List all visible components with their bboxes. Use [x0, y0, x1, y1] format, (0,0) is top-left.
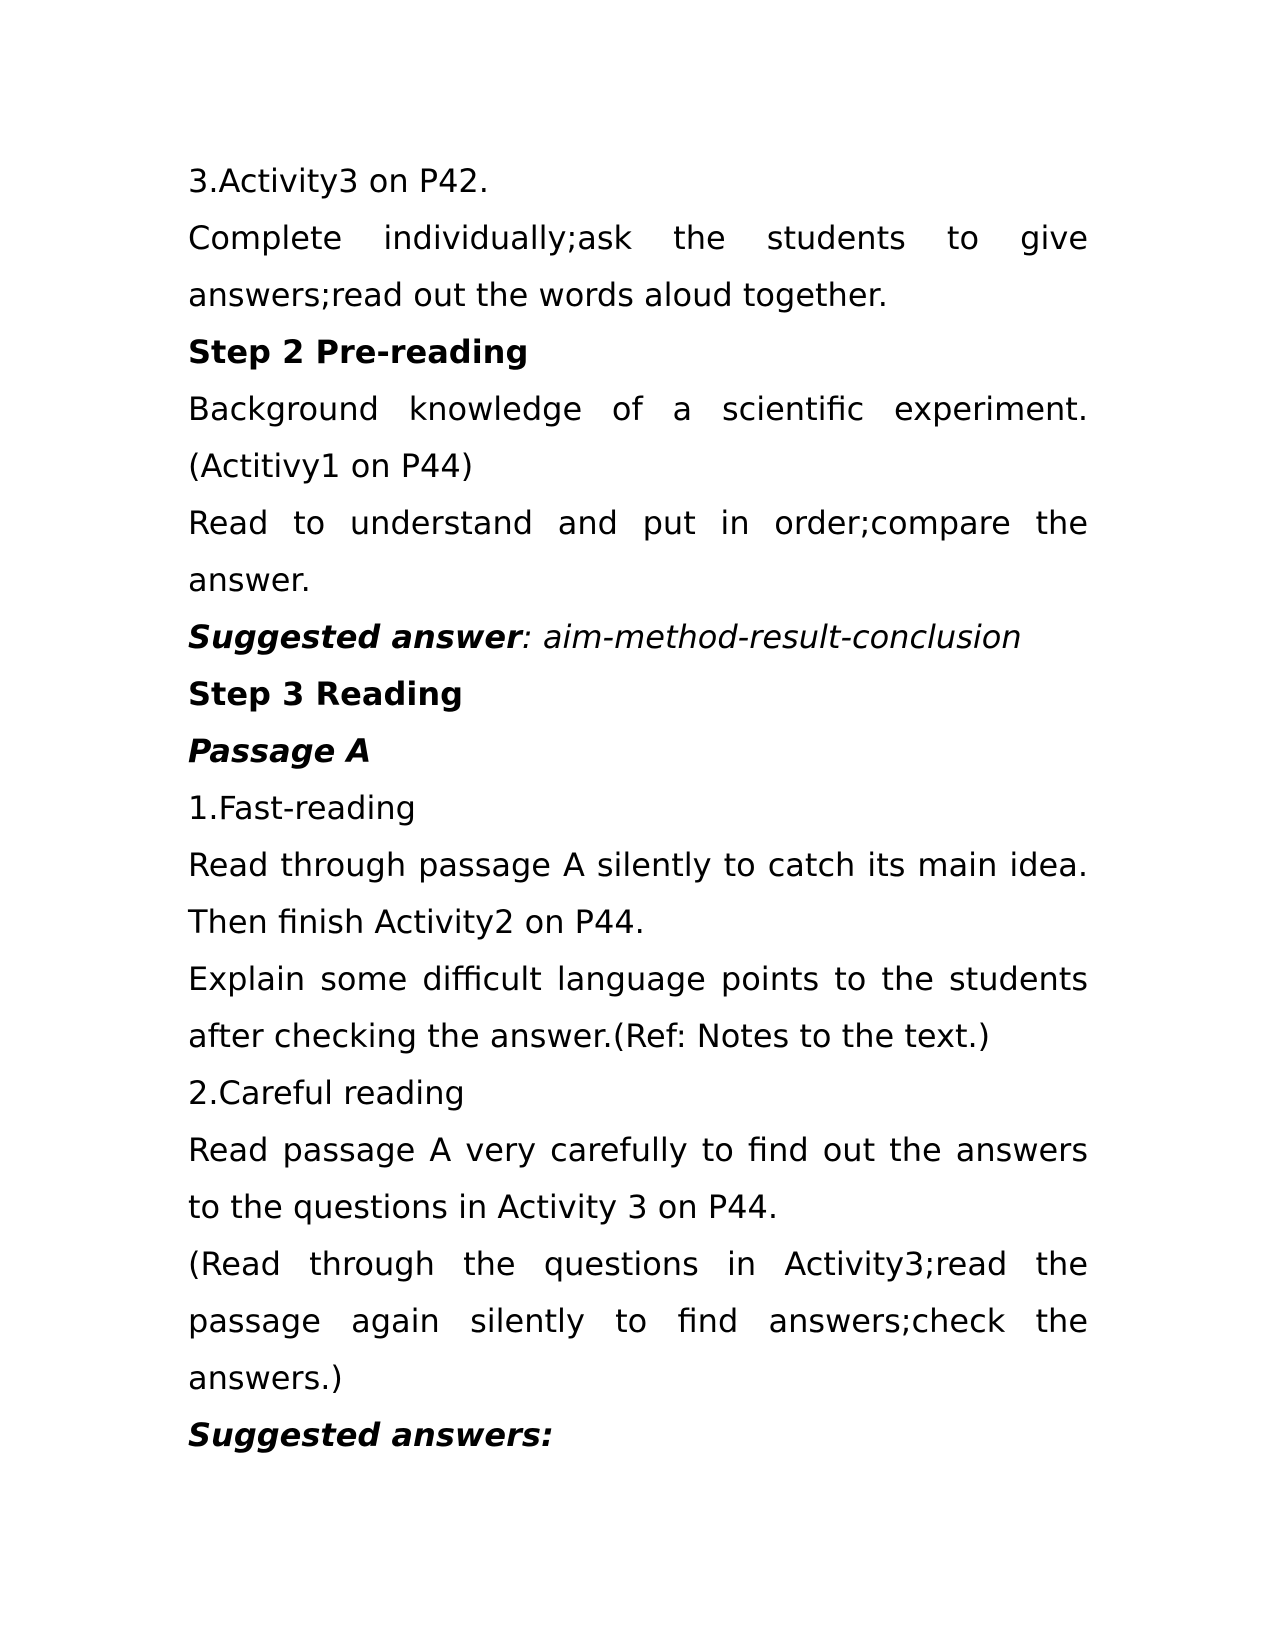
step3-heading: Step 3 Reading: [188, 675, 463, 713]
passage-a-heading: Passage A: [188, 732, 372, 770]
step2-heading: Step 2 Pre-reading: [188, 333, 529, 371]
suggested-answer-line: [188, 609, 1088, 666]
activity3-line: 3.Activity3 on P42.: [188, 162, 489, 200]
careful-reading-line: 2.Careful reading: [188, 1074, 465, 1112]
fast-reading-line: 1.Fast-reading: [188, 789, 416, 827]
suggested-answer-label: Suggested answer: [188, 618, 522, 656]
suggested-answer-value: : aim-method-result-conclusion: [521, 618, 1022, 656]
complete-instructions-paragraph: Complete individually;ask the students to give answers;read out the words aloud together.: [188, 219, 1088, 314]
read-carefully-paragraph: Read passage A very carefully to find out the answers to the questions in Activity 3 on P44.: [188, 1131, 1088, 1226]
read-questions-paragraph: (Read through the questions in Activity3;read the passage again silently to find answers;check the answers.): [188, 1245, 1088, 1397]
read-through-paragraph: Read through passage A silently to catch its main idea. Then finish Activity2 on P44.: [188, 846, 1088, 941]
background-knowledge-paragraph: Background knowledge of a scientific experiment.(Actitivy1 on P44): [188, 390, 1088, 485]
document-body: [188, 153, 1088, 1464]
explain-paragraph: Explain some difficult language points to the students after checking the answer.(Ref: Notes to the text.): [188, 960, 1088, 1055]
suggested-answers-heading: Suggested answers:: [188, 1416, 554, 1454]
read-order-paragraph: Read to understand and put in order;compare the answer.: [188, 504, 1088, 599]
